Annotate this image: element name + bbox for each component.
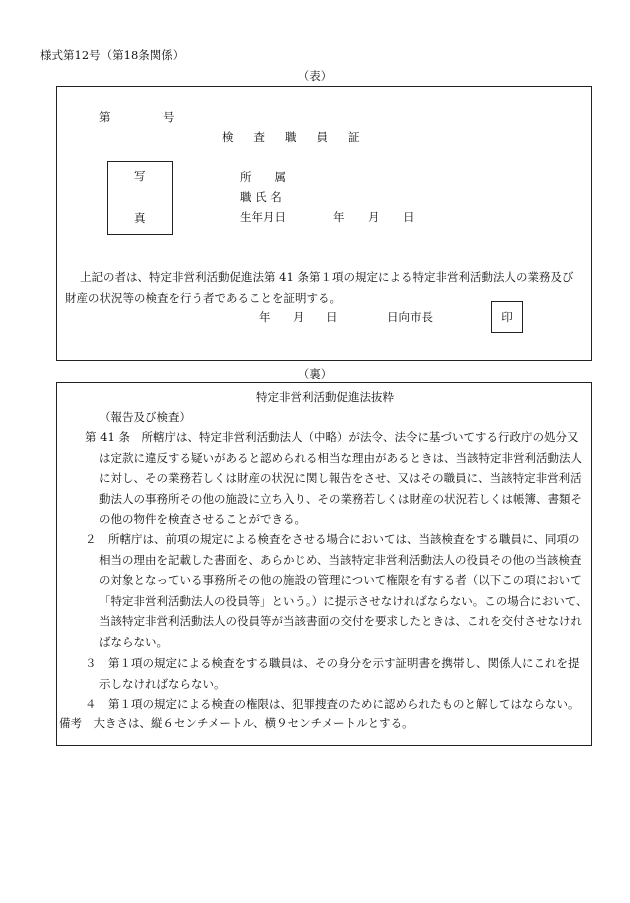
number-suffix: 号 <box>163 110 175 124</box>
paragraph-2-line: ばならない。 <box>99 634 168 649</box>
birthdate-label: 生年月日 <box>240 210 286 224</box>
article-41 <box>85 427 582 530</box>
back-card <box>56 382 592 746</box>
article-41-line: に対し、その業務若しくは財産の状況に関し報告をさせ、又はその職員に、当該特定非営利活 <box>99 471 582 485</box>
issue-day-label: 日 <box>326 310 338 324</box>
certification-line: 上記の者は、特定非営利活動促進法第 41 条第１項の規定による特定非営利活動法人の業務及び <box>80 270 574 284</box>
paragraph-2-line: の対象となっている事務所その他の施設の管理について権限を有する者（以下この項において <box>99 573 582 587</box>
paragraph-2-line: ２ 所轄庁は、前項の規定による検査をさせる場合においては、当該検査をする職員に、同項の <box>85 532 580 546</box>
paragraph-3-line: 示しなければならない。 <box>99 676 226 691</box>
birth-day-label: 日 <box>403 210 415 224</box>
article-41-line: は定款に違反する疑いがあると認められる相当な理由があるときは、当該特定非営利活動法人 <box>99 450 582 465</box>
number-prefix: 第 <box>99 110 111 124</box>
issue-year-label: 年 <box>259 310 271 324</box>
article-41-line: 動法人の事務所その他の施設に立ち入り、その業務若しくは財産の状況若しくは帳簿、書類そ <box>99 491 582 506</box>
photo-label-top: 写 <box>134 169 146 183</box>
section-caption: （報告及び検査） <box>99 410 191 424</box>
paragraph-2-line: 当該特定非営利活動法人の役員等が当該書面の交付を要求したときは、これを交付させなけれ <box>99 614 582 628</box>
form-header: 様式第12号（第18条関係） <box>40 48 185 62</box>
paragraph-3-line: ３ 第１項の規定による検査をする職員は、その身分を示す証明書を携帯し、関係人にこれを提 <box>85 656 580 670</box>
photo-placeholder <box>107 161 173 235</box>
article-41-line: 第 41 条 所轄庁は、特定非営利活動法人（中略）が法令、法令に基づいてする行政庁の処分又 <box>85 430 579 444</box>
certification-line: 財産の状況等の検査を行う者であることを証明する。 <box>65 290 341 305</box>
front-card <box>56 86 592 361</box>
paragraph-2 <box>85 529 588 652</box>
birth-month-label: 月 <box>368 210 380 224</box>
article-41-line: の他の物件を検査させることができる。 <box>99 512 306 526</box>
front-heading: （表） <box>297 69 333 83</box>
remarks: 備考 大きさは、縦６センチメートル、横９センチメートルとする。 <box>59 716 414 730</box>
paragraph-2-line: 「特定非営利活動法人の役員等」という。）に提示させなければならない。この場合において、 <box>99 593 588 608</box>
back-heading: （裏） <box>297 367 333 381</box>
issue-month-label: 月 <box>293 310 305 324</box>
photo-label-bottom: 真 <box>134 211 146 225</box>
affiliation-label: 所 属 <box>240 170 286 184</box>
back-title: 特定非営利活動促進法抜粋 <box>256 390 394 404</box>
paragraph-2-line: 相当の理由を記載した書面を、あらかじめ、当該特定非営利活動法人の役員その他の当該検査 <box>99 552 582 567</box>
name-label: 職 氏 名 <box>240 190 282 204</box>
paragraph-3 <box>85 653 580 694</box>
seal-label: 印 <box>501 310 513 324</box>
seal-box <box>491 301 523 333</box>
paragraph-4: ４ 第１項の規定による検査の権限は、犯罪捜査のために認められたものと解してはならない。 <box>85 697 580 711</box>
issuer-name: 日向市長 <box>387 310 433 324</box>
card-title: 検査職員証 <box>222 130 380 144</box>
birth-year-label: 年 <box>333 210 345 224</box>
